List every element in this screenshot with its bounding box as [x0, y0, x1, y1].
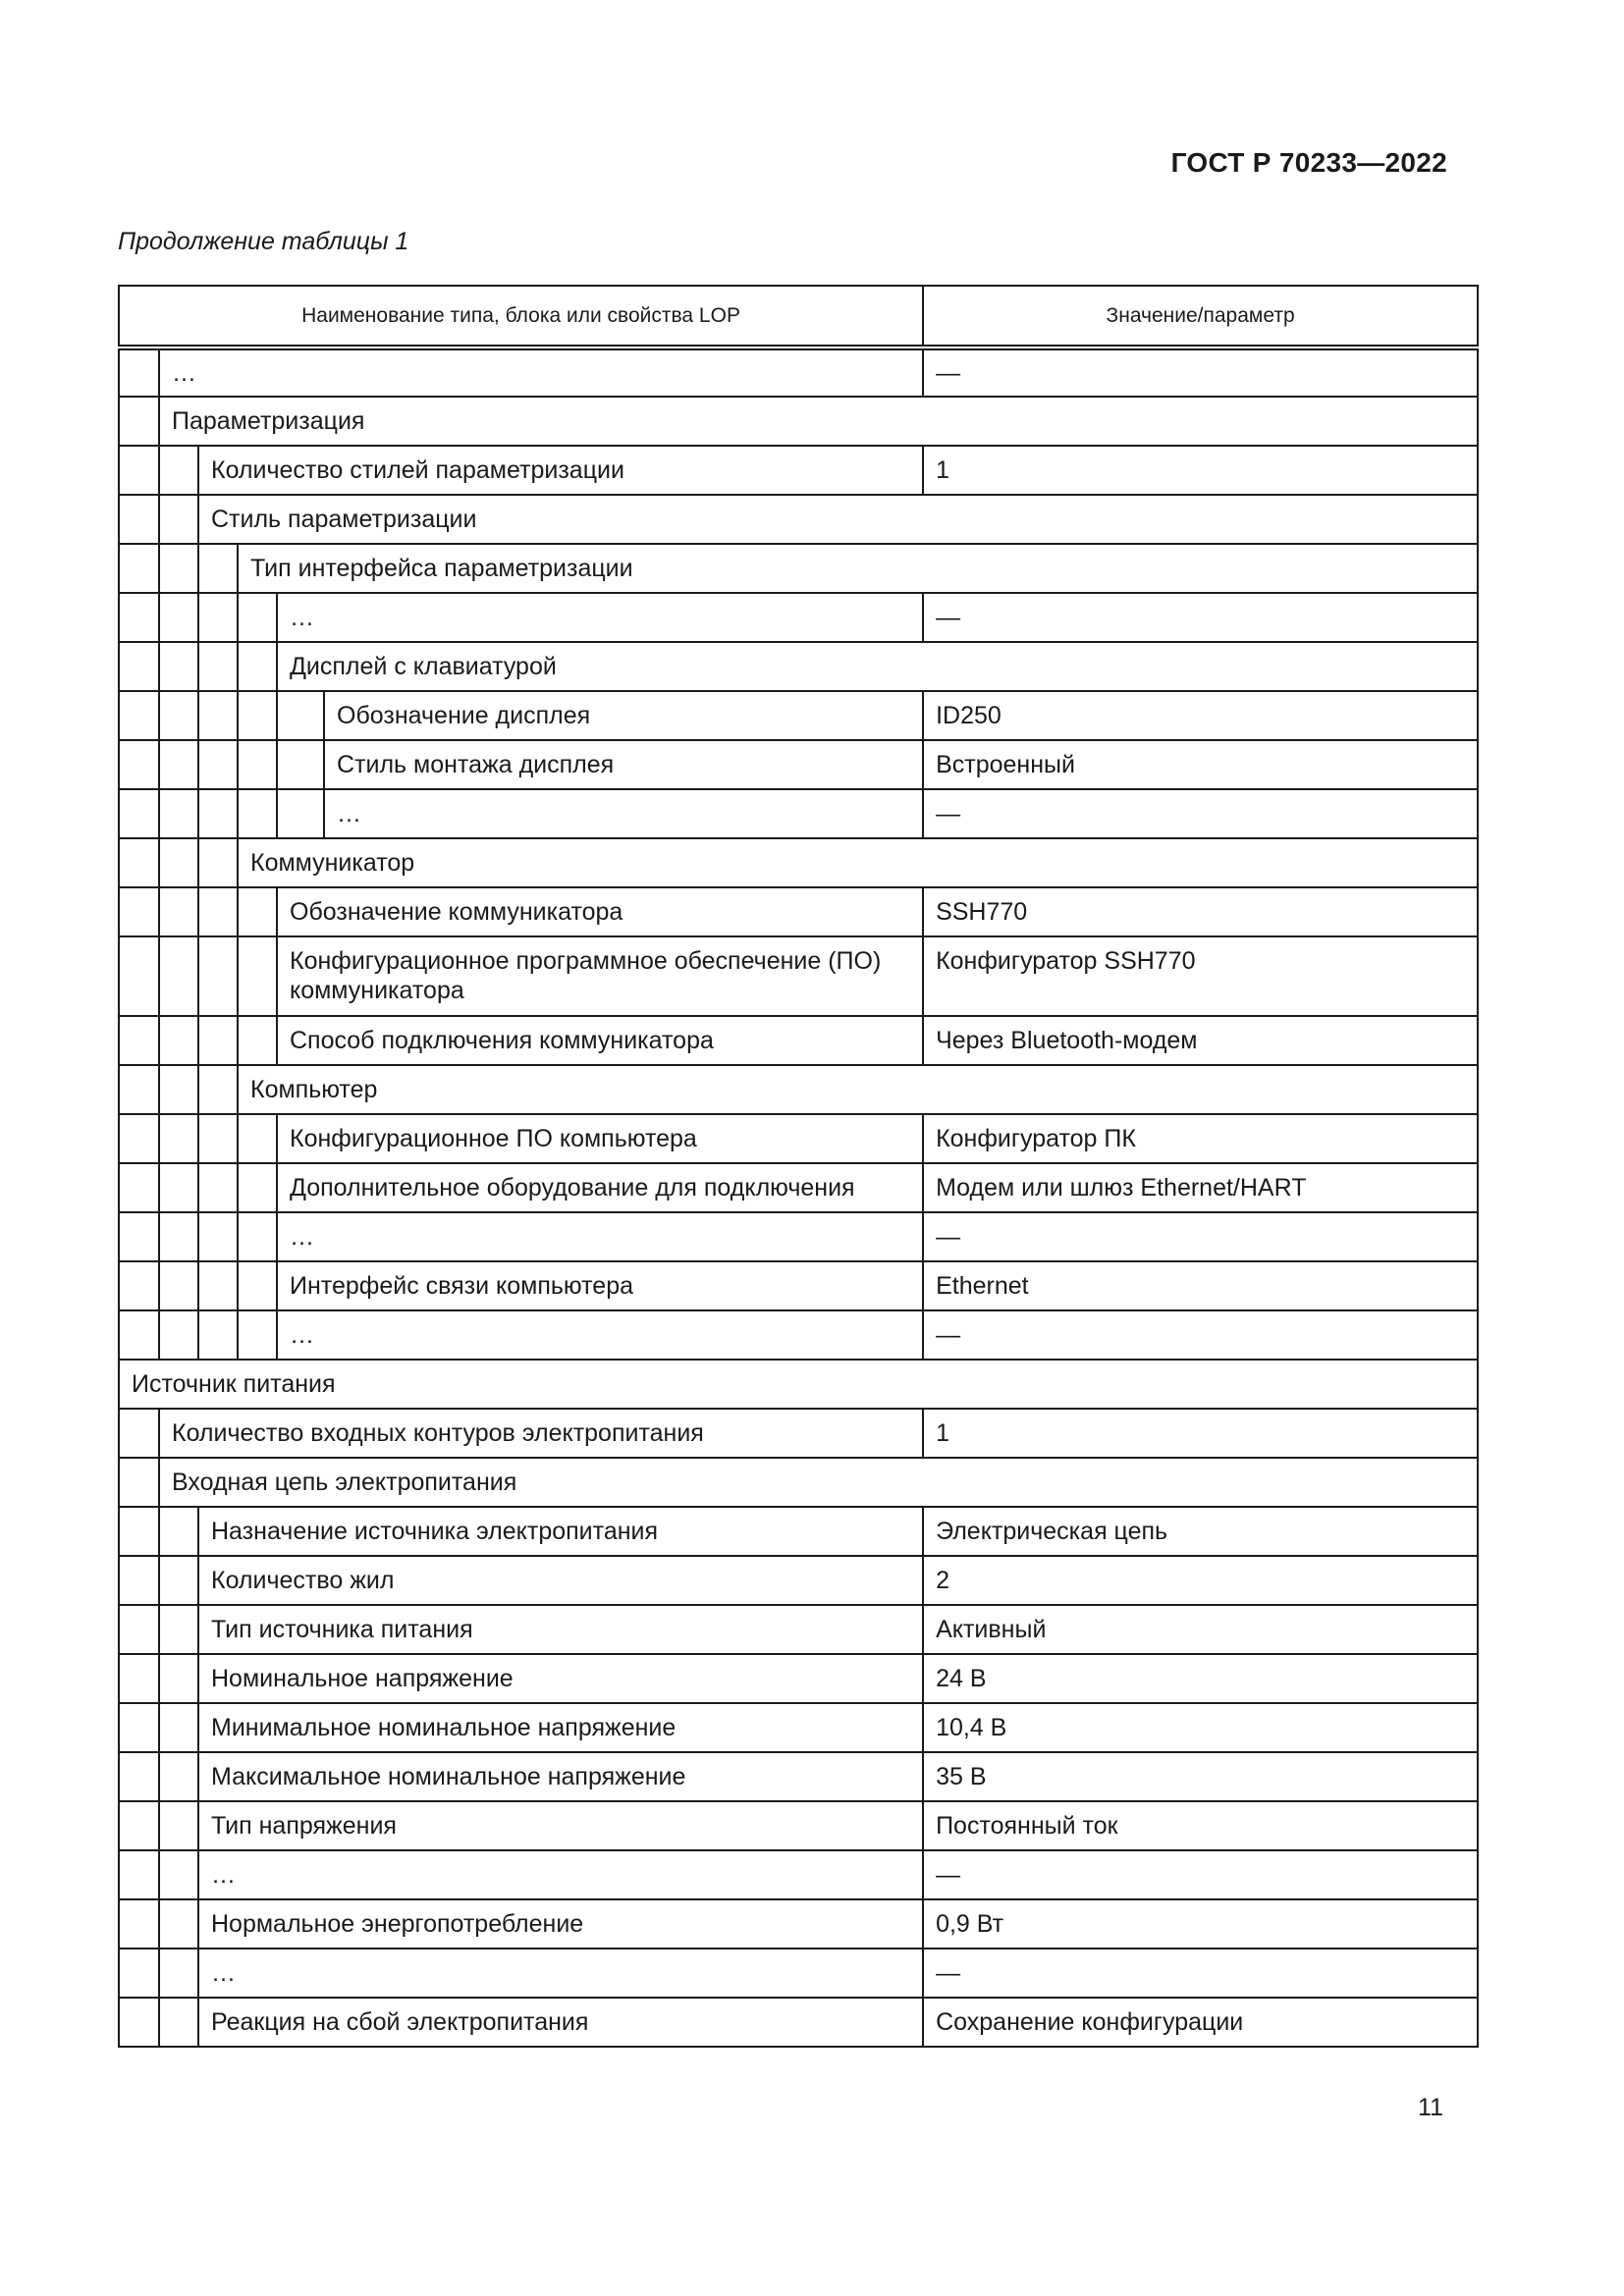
indent-cell [159, 1949, 198, 1998]
row-value: Активный [923, 1605, 1478, 1654]
indent-cell [119, 1556, 159, 1605]
row-value: Электрическая цепь [923, 1507, 1478, 1556]
row-label: Дополнительное оборудование для подключения [277, 1163, 923, 1212]
row-label: Коммуникатор [238, 838, 1478, 887]
row-label: Тип напряжения [198, 1801, 923, 1850]
table-row [119, 691, 1478, 740]
table-row [119, 1507, 1478, 1556]
indent-cell [159, 446, 198, 495]
indent-cell [198, 544, 238, 593]
row-label: Конфигурационное ПО компьютера [277, 1114, 923, 1163]
indent-cell [159, 887, 198, 936]
indent-cell [198, 1016, 238, 1065]
row-value: Ethernet [923, 1261, 1478, 1310]
row-value: — [923, 1949, 1478, 1998]
row-label: Количество стилей параметризации [198, 446, 923, 495]
indent-cell [238, 1016, 277, 1065]
indent-cell [159, 1114, 198, 1163]
indent-cell [277, 691, 324, 740]
indent-cell [159, 1507, 198, 1556]
indent-cell [119, 397, 159, 446]
row-value: Конфигуратор SSH770 [923, 936, 1478, 1016]
row-value: Конфигуратор ПК [923, 1114, 1478, 1163]
indent-cell [238, 789, 277, 838]
indent-cell [119, 642, 159, 691]
row-value: 10,4 В [923, 1703, 1478, 1752]
row-label: Количество жил [198, 1556, 923, 1605]
indent-cell [119, 1703, 159, 1752]
row-value: — [923, 789, 1478, 838]
table-row [119, 347, 1478, 397]
indent-cell [159, 642, 198, 691]
table-row [119, 1556, 1478, 1605]
indent-cell [119, 1899, 159, 1949]
properties-table [118, 285, 1479, 2048]
indent-cell [238, 642, 277, 691]
row-value: Модем или шлюз Ethernet/HART [923, 1163, 1478, 1212]
row-label: Источник питания [119, 1360, 1478, 1409]
row-label: Номинальное напряжение [198, 1654, 923, 1703]
indent-cell [119, 1458, 159, 1507]
table-row [119, 1163, 1478, 1212]
table-caption: Продолжение таблицы 1 [118, 228, 409, 255]
row-label: Конфигурационное программное обеспечение (ПО) коммуникатора [277, 936, 923, 1016]
indent-cell [119, 1016, 159, 1065]
indent-cell [159, 1703, 198, 1752]
indent-cell [119, 1261, 159, 1310]
table-row [119, 1801, 1478, 1850]
indent-cell [159, 1310, 198, 1360]
table-row [119, 446, 1478, 495]
indent-cell [238, 936, 277, 1016]
indent-cell [159, 1212, 198, 1261]
table-row [119, 1409, 1478, 1458]
table-row [119, 740, 1478, 789]
row-label: Параметризация [159, 397, 1478, 446]
row-value: Сохранение конфигурации [923, 1998, 1478, 2047]
row-label: Дисплей с клавиатурой [277, 642, 1478, 691]
table-row [119, 1703, 1478, 1752]
indent-cell [198, 593, 238, 642]
page-number: 11 [1418, 2094, 1443, 2121]
indent-cell [198, 1261, 238, 1310]
table-row [119, 1114, 1478, 1163]
row-label: Стиль монтажа дисплея [324, 740, 923, 789]
indent-cell [198, 887, 238, 936]
indent-cell [119, 1310, 159, 1360]
table-row [119, 936, 1478, 1016]
row-value: Постоянный ток [923, 1801, 1478, 1850]
indent-cell [198, 1310, 238, 1360]
indent-cell [119, 1949, 159, 1998]
table-row [119, 593, 1478, 642]
indent-cell [238, 1212, 277, 1261]
table-row [119, 1850, 1478, 1899]
indent-cell [159, 1899, 198, 1949]
column-header-value: Значение/параметр [923, 286, 1478, 347]
indent-cell [159, 1850, 198, 1899]
indent-cell [159, 936, 198, 1016]
table-row [119, 1310, 1478, 1360]
indent-cell [198, 740, 238, 789]
indent-cell [238, 1261, 277, 1310]
indent-cell [277, 740, 324, 789]
indent-cell [159, 1065, 198, 1114]
row-value: Через Bluetooth-модем [923, 1016, 1478, 1065]
indent-cell [119, 1998, 159, 2047]
row-value: 35 В [923, 1752, 1478, 1801]
indent-cell [198, 642, 238, 691]
row-label: Интерфейс связи компьютера [277, 1261, 923, 1310]
row-value: ID250 [923, 691, 1478, 740]
table-row [119, 887, 1478, 936]
indent-cell [238, 593, 277, 642]
indent-cell [119, 593, 159, 642]
table-row [119, 1212, 1478, 1261]
row-label: Минимальное номинальное напряжение [198, 1703, 923, 1752]
indent-cell [119, 1605, 159, 1654]
indent-cell [159, 838, 198, 887]
indent-cell [159, 1556, 198, 1605]
indent-cell [238, 691, 277, 740]
row-label: … [277, 593, 923, 642]
row-label: Реакция на сбой электропитания [198, 1998, 923, 2047]
indent-cell [119, 1114, 159, 1163]
indent-cell [198, 691, 238, 740]
row-label: Обозначение коммуникатора [277, 887, 923, 936]
indent-cell [119, 495, 159, 544]
table-row [119, 1261, 1478, 1310]
row-value: Встроенный [923, 740, 1478, 789]
indent-cell [159, 740, 198, 789]
table-row [119, 789, 1478, 838]
indent-cell [119, 1654, 159, 1703]
row-label: Нормальное энергопотребление [198, 1899, 923, 1949]
document-code: ГОСТ Р 70233—2022 [1170, 147, 1447, 178]
indent-cell [238, 740, 277, 789]
indent-cell [159, 495, 198, 544]
row-label: Обозначение дисплея [324, 691, 923, 740]
indent-cell [119, 740, 159, 789]
indent-cell [159, 691, 198, 740]
table-row [119, 1065, 1478, 1114]
table-row [119, 1949, 1478, 1998]
row-label: … [277, 1310, 923, 1360]
indent-cell [159, 1654, 198, 1703]
table-row [119, 397, 1478, 446]
indent-cell [198, 1212, 238, 1261]
row-value: 1 [923, 1409, 1478, 1458]
indent-cell [159, 1605, 198, 1654]
table-row [119, 1016, 1478, 1065]
table-row [119, 495, 1478, 544]
table-row [119, 1899, 1478, 1949]
indent-cell [159, 1261, 198, 1310]
row-label: Способ подключения коммуникатора [277, 1016, 923, 1065]
row-value: — [923, 1310, 1478, 1360]
indent-cell [198, 1114, 238, 1163]
indent-cell [159, 1163, 198, 1212]
row-label: Количество входных контуров электропитания [159, 1409, 923, 1458]
indent-cell [119, 347, 159, 397]
indent-cell [198, 789, 238, 838]
indent-cell [198, 936, 238, 1016]
row-value: 24 В [923, 1654, 1478, 1703]
indent-cell [119, 1850, 159, 1899]
indent-cell [198, 838, 238, 887]
row-value: 1 [923, 446, 1478, 495]
row-label: Назначение источника электропитания [198, 1507, 923, 1556]
indent-cell [119, 887, 159, 936]
row-value: — [923, 1850, 1478, 1899]
indent-cell [238, 1114, 277, 1163]
indent-cell [198, 1163, 238, 1212]
indent-cell [119, 544, 159, 593]
row-value: 0,9 Вт [923, 1899, 1478, 1949]
indent-cell [159, 544, 198, 593]
indent-cell [119, 838, 159, 887]
indent-cell [159, 1998, 198, 2047]
row-label: … [277, 1212, 923, 1261]
indent-cell [119, 1752, 159, 1801]
indent-cell [159, 593, 198, 642]
indent-cell [277, 789, 324, 838]
row-label: Тип интерфейса параметризации [238, 544, 1478, 593]
table-row [119, 1752, 1478, 1801]
indent-cell [159, 1752, 198, 1801]
row-label: … [198, 1949, 923, 1998]
indent-cell [198, 1065, 238, 1114]
indent-cell [119, 1212, 159, 1261]
table-row [119, 544, 1478, 593]
row-value: — [923, 347, 1478, 397]
row-label: Стиль параметризации [198, 495, 1478, 544]
row-value: 2 [923, 1556, 1478, 1605]
indent-cell [119, 1065, 159, 1114]
indent-cell [159, 789, 198, 838]
row-value: SSH770 [923, 887, 1478, 936]
row-label: … [324, 789, 923, 838]
row-label: … [159, 347, 923, 397]
table-row [119, 1605, 1478, 1654]
row-label: Максимальное номинальное напряжение [198, 1752, 923, 1801]
indent-cell [119, 1507, 159, 1556]
indent-cell [159, 1016, 198, 1065]
indent-cell [238, 887, 277, 936]
indent-cell [238, 1163, 277, 1212]
column-header-name: Наименование типа, блока или свойства LOP [119, 286, 923, 347]
row-label: Компьютер [238, 1065, 1478, 1114]
table-row [119, 1654, 1478, 1703]
row-label: … [198, 1850, 923, 1899]
indent-cell [119, 936, 159, 1016]
row-label: Тип источника питания [198, 1605, 923, 1654]
table-row [119, 838, 1478, 887]
indent-cell [119, 446, 159, 495]
indent-cell [119, 1163, 159, 1212]
table-row [119, 1360, 1478, 1409]
indent-cell [238, 1310, 277, 1360]
table-row [119, 642, 1478, 691]
indent-cell [119, 789, 159, 838]
table-header-row [119, 286, 1478, 347]
row-value: — [923, 593, 1478, 642]
row-value: — [923, 1212, 1478, 1261]
table-row [119, 1998, 1478, 2047]
table-row [119, 1458, 1478, 1507]
indent-cell [119, 1409, 159, 1458]
indent-cell [119, 691, 159, 740]
row-label: Входная цепь электропитания [159, 1458, 1478, 1507]
indent-cell [119, 1801, 159, 1850]
indent-cell [159, 1801, 198, 1850]
